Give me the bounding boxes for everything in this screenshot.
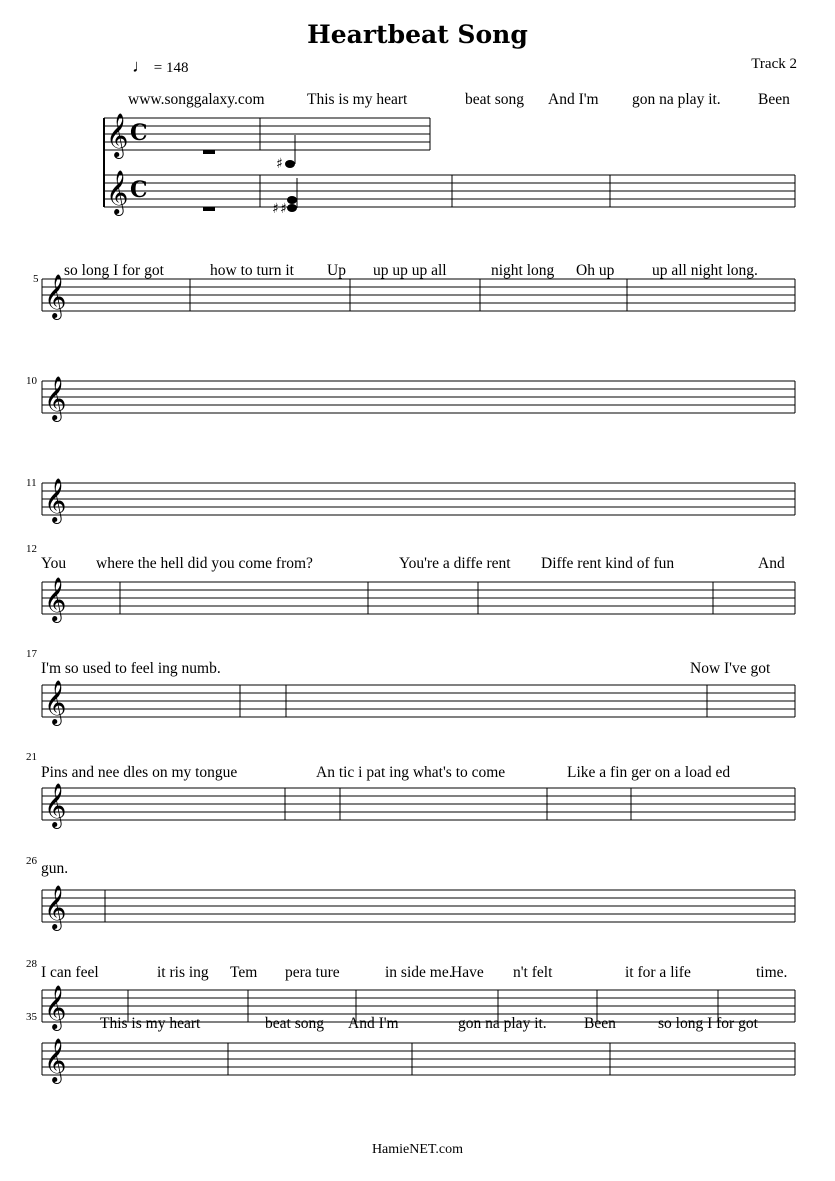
lyric: Like a fin ger on a load ed [567,764,731,781]
measure-number: 11 [26,477,37,489]
treble-clef-icon: 𝄞 [44,478,67,522]
tempo-value: = 148 [153,60,189,76]
treble-clef-icon: 𝄞 [44,783,67,827]
lyric: it for a life [625,964,691,981]
staff [42,1043,795,1075]
lyric: beat song [465,91,524,108]
whole-rest-icon [203,207,215,211]
staff-voice [104,118,430,150]
measure-number: 17 [26,648,37,660]
lyric: beat song [265,1015,324,1032]
lyric: Pins and nee dles on my tongue [41,764,238,781]
footer-site: HamieNET.com [371,1142,464,1157]
lyric: in side me. [385,964,453,981]
lyric: time. [756,964,788,981]
lyric: how to turn it [210,262,294,279]
sharp-icon: ♯ [272,201,279,217]
staff [42,788,795,820]
note-head [287,196,297,204]
staff-piano [104,175,795,207]
track-label: Track 2 [751,56,797,72]
staff [42,890,795,922]
lyric: pera ture [285,964,340,981]
measure-number: 12 [26,543,37,555]
lyric: I can feel [41,964,99,981]
note-head [287,204,297,212]
treble-clef-icon: 𝄞 [106,113,129,157]
staff [42,279,795,311]
treble-clef-icon: 𝄞 [44,680,67,724]
lyric: Have [451,964,484,981]
song-title: Heartbeat Song [307,20,528,49]
lyric: it ris ing [157,964,209,981]
lyric: www.songgalaxy.com [128,91,265,108]
lyric: n't felt [513,964,553,981]
whole-rest-icon [203,150,215,154]
lyric: And [758,555,785,572]
staff [42,582,795,614]
measure-number: 28 [26,958,37,970]
note-head [285,160,295,168]
lyric: Now I've got [690,660,771,677]
lyric: Been [758,91,790,108]
treble-clef-icon: 𝄞 [44,1038,67,1082]
treble-clef-icon: 𝄞 [44,985,67,1029]
lyric: Tem [230,964,258,981]
lyric: Up [327,262,346,279]
sharp-icon: ♯ [280,201,287,217]
lyric: so long I for got [658,1015,758,1032]
treble-clef-icon: 𝄞 [44,376,67,420]
lyric: gon na play it. [632,91,721,108]
time-signature-icon: C [130,177,148,203]
treble-clef-icon: 𝄞 [44,274,67,318]
lyric: Diffe rent kind of fun [541,555,675,572]
lyric: gun. [41,860,69,877]
sharp-icon: ♯ [276,156,283,172]
lyric: up up up all [373,262,447,279]
measure-number: 35 [26,1011,37,1023]
lyric: night long [491,262,555,279]
lyric: up all night long. [652,262,758,279]
lyric: gon na play it. [458,1015,547,1032]
lyric: This is my heart [307,91,408,108]
time-signature-icon: C [130,120,148,146]
lyric: so long I for got [64,262,164,279]
lyric: Been [584,1015,616,1032]
measure-number: 10 [26,375,37,387]
lyric: You're a diffe rent [399,555,511,572]
lyric: where the hell did you come from? [96,555,313,572]
staff [42,483,795,515]
staff [42,381,795,413]
treble-clef-icon: 𝄞 [44,885,67,929]
lyric: This is my heart [100,1015,201,1032]
measure-number: 5 [33,273,39,285]
quarter-note-icon: ♩ [132,56,150,76]
staff [42,685,795,717]
lyric: An tic i pat ing what's to come [316,764,506,781]
treble-clef-icon: 𝄞 [44,577,67,621]
lyric: And I'm [548,91,599,108]
lyric: Oh up [576,262,615,279]
measure-number: 26 [26,855,37,867]
measure-number: 21 [26,751,37,763]
lyric: I'm so used to feel ing numb. [41,660,221,677]
lyric: And I'm [348,1015,399,1032]
treble-clef-icon: 𝄞 [106,170,129,214]
lyric: You [41,555,67,572]
staff [42,990,795,1022]
